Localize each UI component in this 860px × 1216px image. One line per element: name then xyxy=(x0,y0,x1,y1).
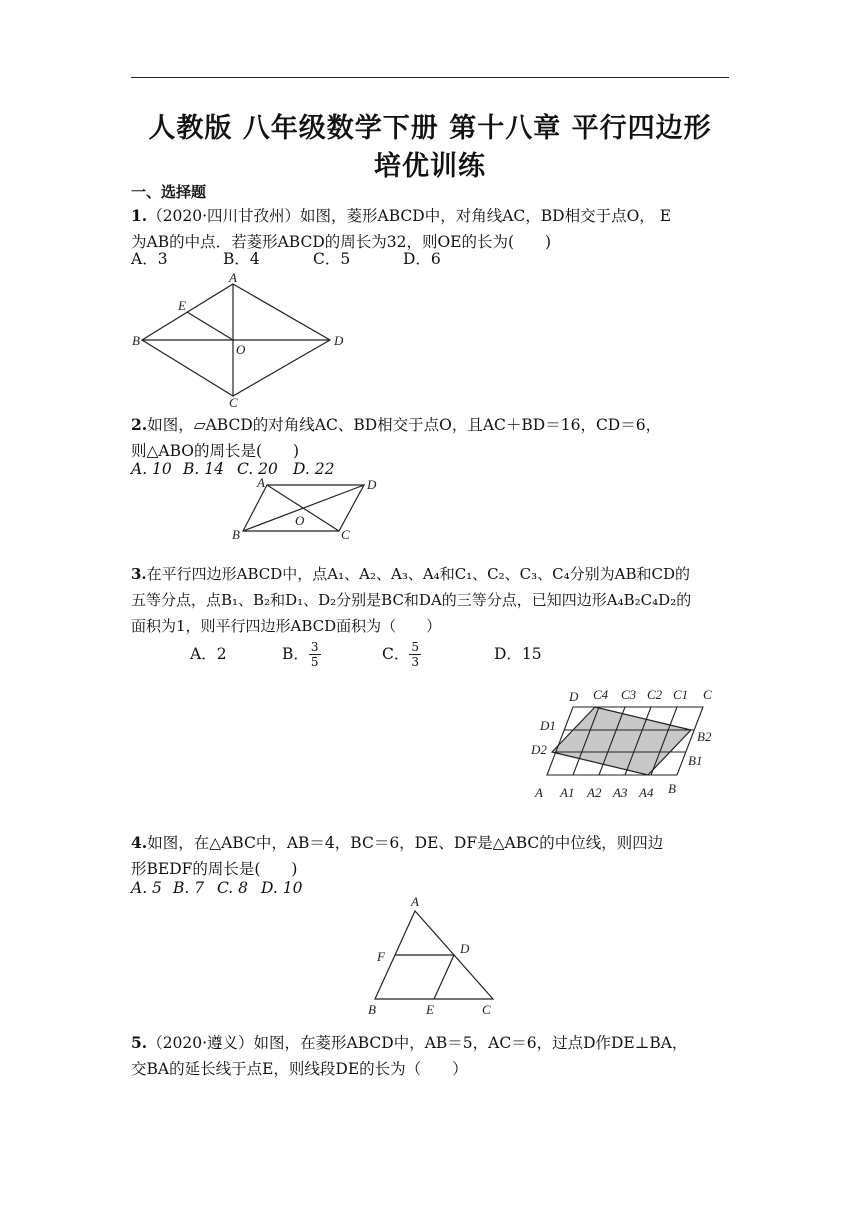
fig3-label-a4: A4 xyxy=(639,785,654,800)
question-4-line-2: 形BEDF的周长是( ) xyxy=(131,860,298,878)
fig1-label-c: C xyxy=(229,395,238,410)
fig1-label-e: E xyxy=(178,298,186,313)
question-2-option-b: B. 14 xyxy=(183,460,224,478)
question-4 xyxy=(131,830,731,882)
fig4-label-d: D xyxy=(460,941,470,956)
question-4-triangle-figure xyxy=(365,893,500,1018)
fig4-label-b: B xyxy=(368,1002,376,1017)
question-4-option-c: C. 8 xyxy=(217,879,249,897)
question-3-option-c xyxy=(382,640,494,669)
question-3-grid-figure xyxy=(525,685,730,803)
question-1-options xyxy=(131,248,441,270)
question-3-option-b-fraction xyxy=(309,640,321,669)
fig3-label-c3: C3 xyxy=(621,687,637,702)
question-2-number: 2. xyxy=(131,415,148,434)
question-2 xyxy=(131,412,731,464)
question-1-number: 1. xyxy=(131,206,148,225)
question-2-line-1: 如图，▱ABCD的对角线AC、BD相交于点O，且AC＋BD＝16，CD＝6， xyxy=(147,416,662,434)
question-3-option-c-denominator: 3 xyxy=(411,655,420,669)
fig3-label-a1: A1 xyxy=(560,785,575,800)
question-3-options xyxy=(190,640,542,669)
fig3-label-c2: C2 xyxy=(647,687,663,702)
question-4-option-b: B. 7 xyxy=(173,879,205,897)
fig3-label-d1: D1 xyxy=(540,718,556,733)
fig3-label-c4: C4 xyxy=(593,687,609,702)
page-title: 人教版 八年级数学下册 第十八章 平行四边形 xyxy=(148,113,712,144)
fig2-label-c: C xyxy=(341,527,350,542)
fig4-label-c: C xyxy=(482,1002,491,1017)
fig3-label-a3: A3 xyxy=(613,785,628,800)
question-1-option-a: A．3 xyxy=(131,250,168,268)
section-heading: 一、选择题 xyxy=(131,183,207,201)
question-3-line-3: 面积为1，则平行四边形ABCD面积为（ ） xyxy=(131,617,442,635)
fig2-label-o: O xyxy=(295,513,305,528)
fig3-label-b2: B2 xyxy=(697,729,712,744)
question-1-option-b: B．4 xyxy=(223,250,260,268)
question-1-option-d: D．6 xyxy=(403,250,441,268)
question-2-line-2: 则△ABO的周长是( ) xyxy=(131,442,300,460)
question-3-line-1: 在平行四边形ABCD中，点A₁、A₂、A₃、A₄和C₁、C₂、C₃、C₄分别为AB和CD的 xyxy=(146,565,691,583)
fig1-label-a: A xyxy=(229,270,237,285)
question-3-option-b-denominator: 5 xyxy=(310,655,319,669)
question-3-option-b-numerator: 3 xyxy=(310,640,319,654)
question-2-parallelogram-figure xyxy=(230,475,390,545)
question-5-line-1: （2020·遵义）如图，在菱形ABCD中，AB＝5，AC＝6，过点D作DE⊥BA， xyxy=(147,1034,688,1052)
fig4-label-a: A xyxy=(411,894,419,909)
question-3-line-2: 五等分点，点B₁、B₂和D₁、D₂分别是BC和DA的三等分点，已知四边形A₄B₂C₄D₂的 xyxy=(131,591,692,609)
question-3-option-c-numerator: 5 xyxy=(411,640,420,654)
question-2-option-c: C. 20 xyxy=(237,460,278,478)
fig3-label-c1: C1 xyxy=(673,687,689,702)
question-4-number: 4. xyxy=(131,833,148,852)
question-5 xyxy=(131,1030,731,1082)
question-4-option-d: D. 10 xyxy=(261,879,303,897)
question-1-rhombus-figure xyxy=(130,270,350,410)
fig2-label-a: A xyxy=(257,475,265,490)
fig3-label-a: A xyxy=(535,785,543,800)
fig2-label-b: B xyxy=(232,527,240,542)
fig4-label-f: F xyxy=(377,949,385,964)
question-3-option-b-label: B． xyxy=(282,644,309,663)
question-3-option-c-fraction xyxy=(409,640,421,669)
question-3-option-a: A．2 xyxy=(190,644,227,663)
question-2-option-d: D. 22 xyxy=(293,460,335,478)
question-3 xyxy=(131,561,731,639)
question-4-option-a: A. 5 xyxy=(131,879,162,897)
fig2-label-d: D xyxy=(367,477,377,492)
fig1-label-d: D xyxy=(334,333,344,348)
question-3-option-d: D．15 xyxy=(494,644,542,663)
question-3-number: 3. xyxy=(131,565,147,583)
fig3-label-d2: D2 xyxy=(531,742,547,757)
question-5-line-2: 交BA的延长线于点E，则线段DE的长为（ ） xyxy=(131,1060,468,1078)
question-1-line-1: （2020·四川甘孜州）如图，菱形ABCD中，对角线AC，BD相交于点O， E xyxy=(147,207,672,225)
question-4-options xyxy=(131,877,302,899)
question-5-number: 5. xyxy=(131,1033,148,1052)
question-3-option-c-label: C． xyxy=(382,644,410,663)
question-1-line-2: 为AB的中点．若菱形ABCD的周长为32，则OE的长为( ) xyxy=(131,233,552,251)
fig3-label-b: B xyxy=(668,781,676,796)
question-2-option-a: A. 10 xyxy=(131,460,172,478)
fig3-label-d: D xyxy=(569,689,579,704)
header-rule xyxy=(131,77,729,78)
question-1-option-c: C．5 xyxy=(313,250,351,268)
fig3-label-c: C xyxy=(703,687,712,702)
fig1-label-o: O xyxy=(236,342,246,357)
fig3-label-b1: B1 xyxy=(688,753,703,768)
question-3-option-b xyxy=(282,640,382,669)
page-subtitle: 培优训练 xyxy=(374,151,486,182)
fig4-label-e: E xyxy=(426,1002,434,1017)
fig1-label-b: B xyxy=(132,333,140,348)
fig3-label-a2: A2 xyxy=(587,785,602,800)
question-4-line-1: 如图，在△ABC中，AB＝4，BC＝6，DE、DF是△ABC的中位线，则四边 xyxy=(147,834,664,852)
